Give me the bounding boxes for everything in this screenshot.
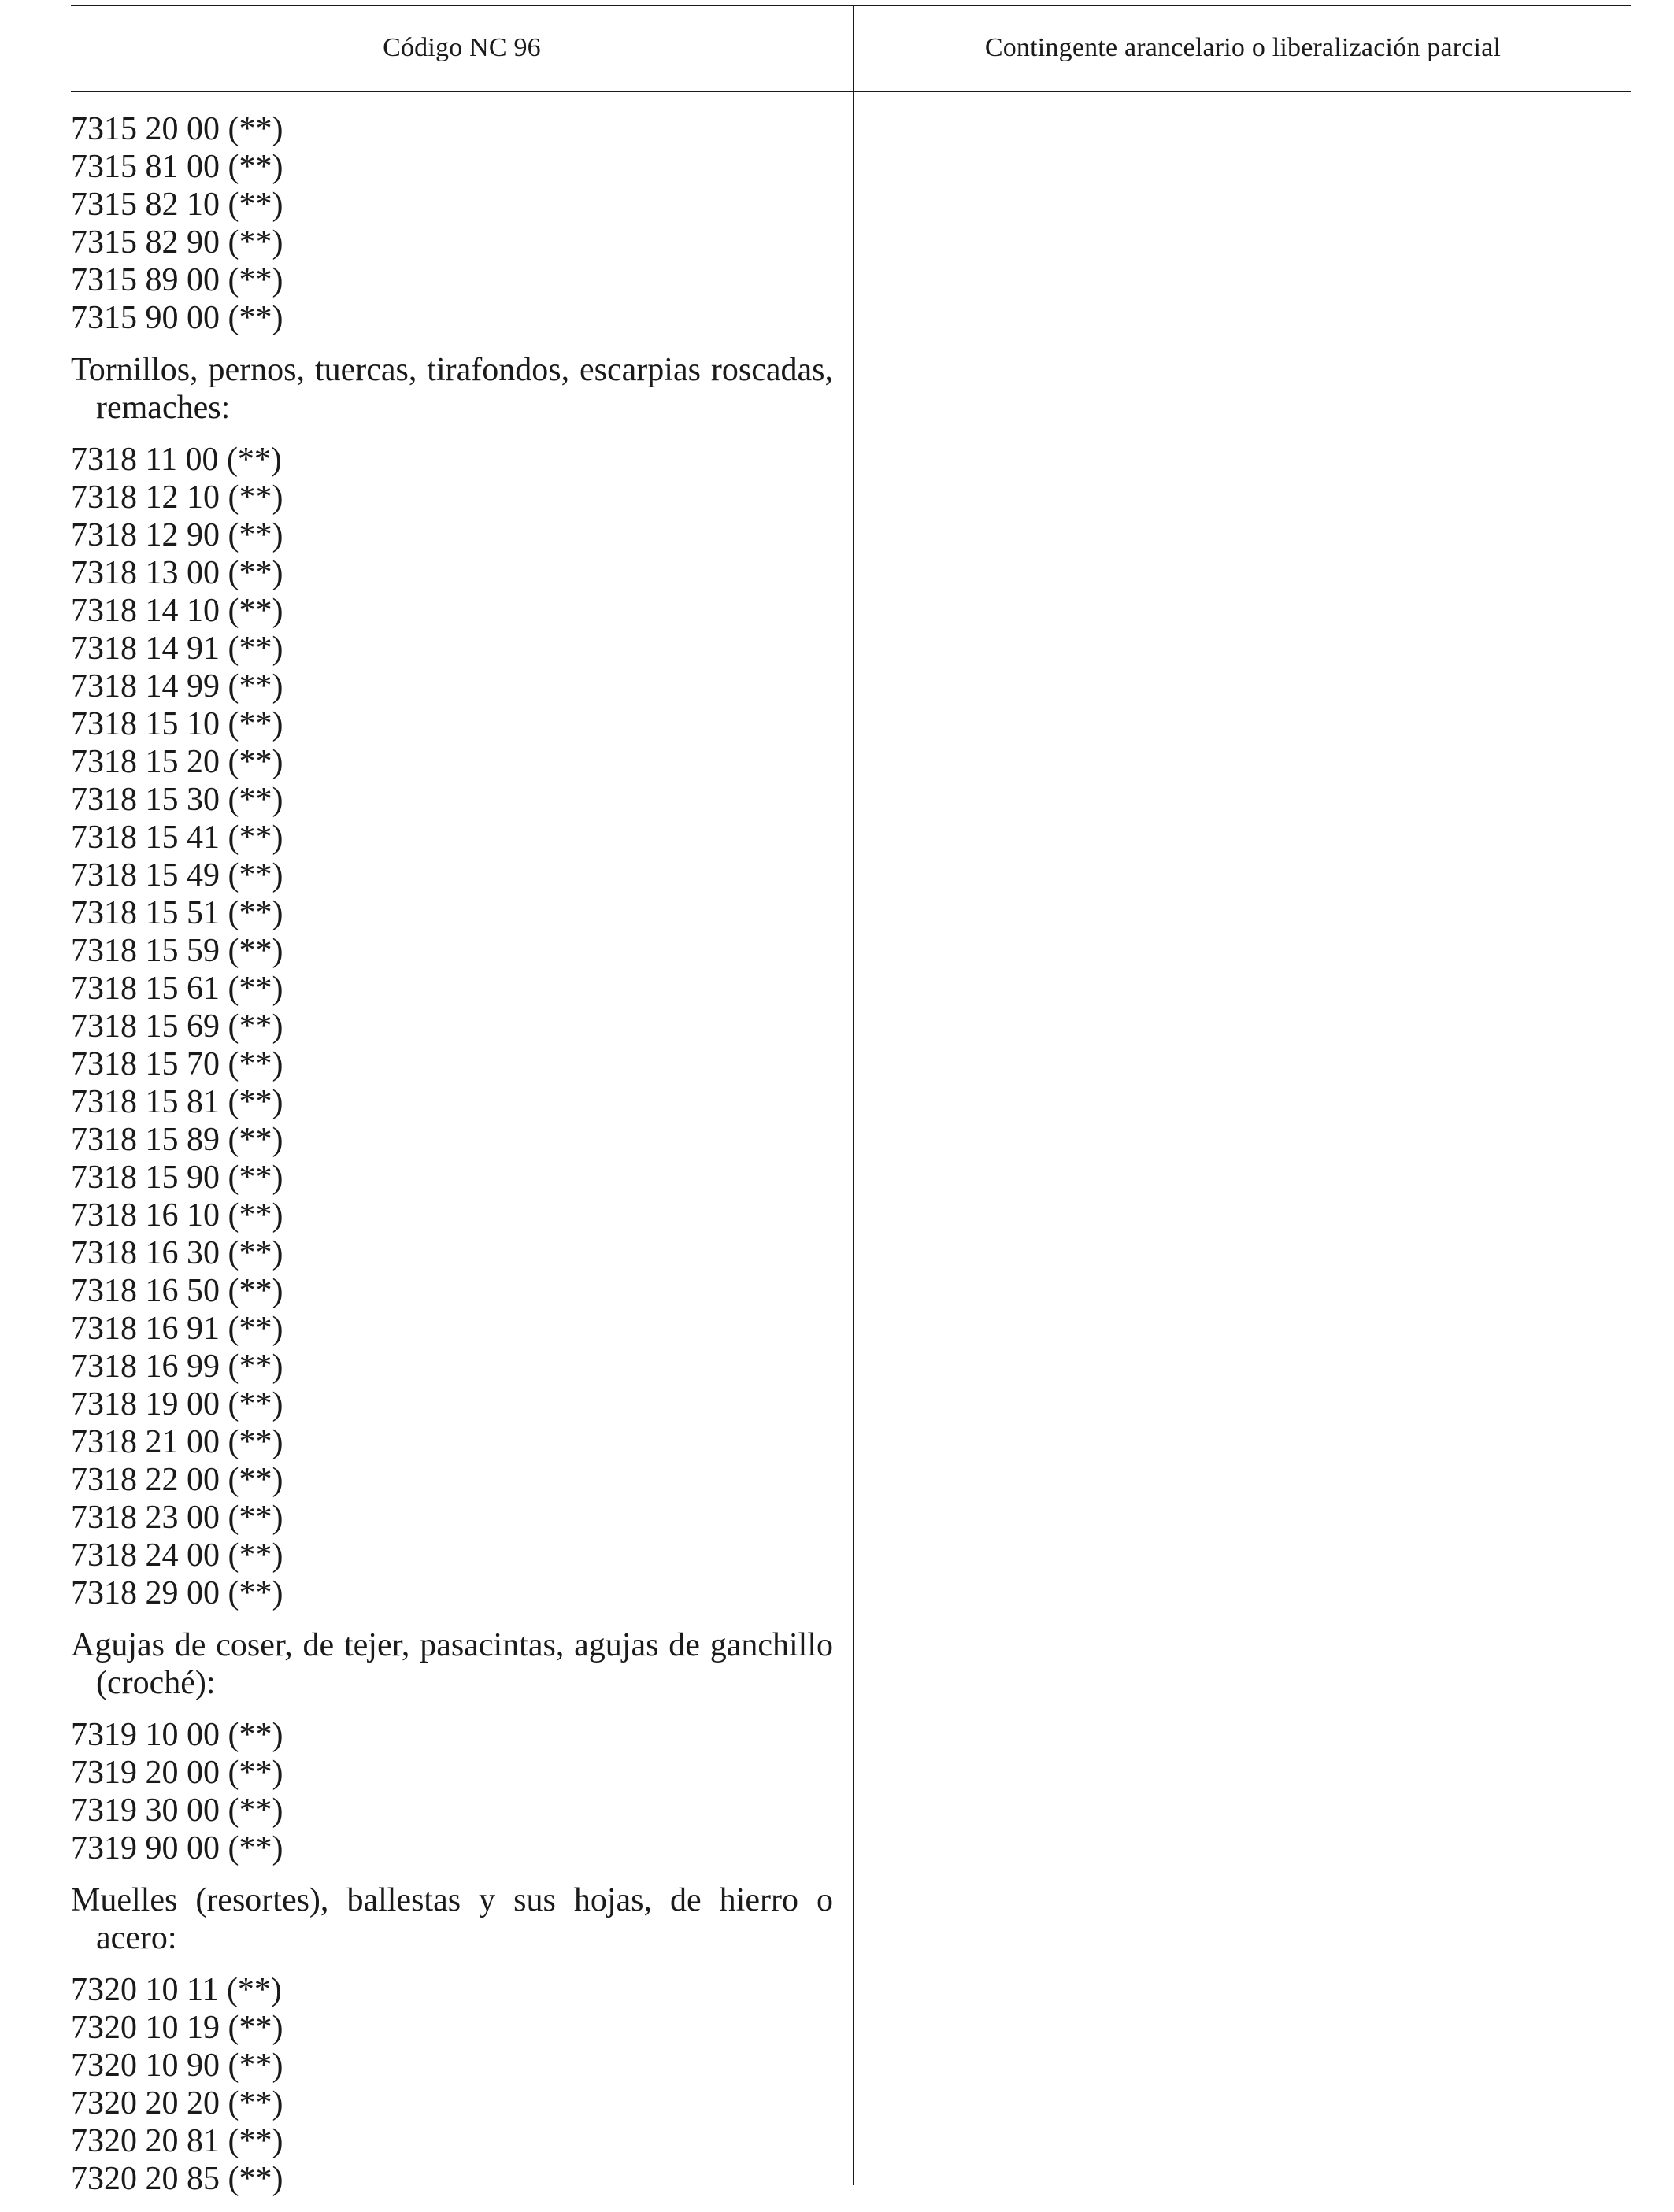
nc-code-row: 7318 29 00 (**) [71,1575,283,1611]
nc-code-row: 7318 15 20 (**) [71,744,283,780]
nc-code-row: 7318 15 89 (**) [71,1122,283,1158]
nc-code-row: 7318 15 51 (**) [71,895,283,931]
column-divider [853,5,854,2185]
nc-code-row: 7319 10 00 (**) [71,1717,283,1753]
nc-code-row: 7318 15 41 (**) [71,819,283,856]
nc-code-row: 7315 89 00 (**) [71,262,283,298]
nc-code-row: 7318 13 00 (**) [71,555,283,591]
nc-code-row: 7320 20 81 (**) [71,2123,283,2159]
nc-code-row: 7318 15 10 (**) [71,706,283,742]
nc-code-row: 7320 10 90 (**) [71,2047,283,2084]
nc-code-row: 7318 15 90 (**) [71,1160,283,1196]
nc-code-row: 7318 22 00 (**) [71,1462,283,1498]
nc-code-row: 7318 14 99 (**) [71,668,283,705]
nc-code-row: 7320 10 19 (**) [71,2010,283,2046]
section-heading: Muelles (resortes), ballestas y sus hojas, de hierro o acero: [71,1882,833,1956]
nc-code-row: 7318 16 10 (**) [71,1197,283,1234]
nc-code-row: 7318 12 90 (**) [71,517,283,553]
nc-code-row: 7318 15 81 (**) [71,1084,283,1120]
nc-code-row: 7318 15 69 (**) [71,1008,283,1045]
nc-code-row: 7318 21 00 (**) [71,1424,283,1460]
table-header-rule [71,91,1631,92]
header-code-column: Código NC 96 [383,32,541,62]
nc-code-row: 7318 14 91 (**) [71,631,283,667]
header-quota-column: Contingente arancelario o liberalización parcial [984,32,1502,62]
nc-code-row: 7319 20 00 (**) [71,1755,283,1791]
code-column [71,110,833,2212]
nc-code-row: 7315 20 00 (**) [71,111,283,147]
nc-code-row: 7320 20 85 (**) [71,2161,283,2197]
nc-code-row: 7315 82 90 (**) [71,224,283,261]
nc-code-row: 7318 12 10 (**) [71,479,283,516]
nc-code-row: 7318 15 59 (**) [71,933,283,969]
nc-code-row: 7318 15 49 (**) [71,857,283,893]
nc-code-row: 7320 20 20 (**) [71,2085,283,2121]
nc-code-row: 7318 16 50 (**) [71,1273,283,1309]
nc-code-row: 7318 11 00 (**) [71,442,282,478]
nc-code-row: 7319 30 00 (**) [71,1792,283,1829]
nc-code-row: 7318 14 10 (**) [71,593,283,629]
tariff-section [71,351,833,1612]
nc-code-row: 7318 23 00 (**) [71,1500,283,1536]
nc-code-row: 7318 16 99 (**) [71,1348,283,1385]
nc-code-row: 7320 10 11 (**) [71,1972,282,2008]
nc-code-row: 7318 15 70 (**) [71,1046,283,1082]
nc-code-row: 7318 16 30 (**) [71,1235,283,1271]
nc-code-row: 7318 16 91 (**) [71,1311,283,1347]
tariff-section [71,1626,833,1867]
nc-code-row: 7315 82 10 (**) [71,187,283,223]
nc-code-row: 7318 15 61 (**) [71,971,283,1007]
nc-code-row: 7318 19 00 (**) [71,1386,283,1422]
nc-code-row: 7319 90 00 (**) [71,1830,283,1866]
nc-code-row: 7315 81 00 (**) [71,149,283,185]
section-heading: Tornillos, pernos, tuercas, tirafondos, escarpias roscadas, remaches: [71,352,833,426]
nc-code-row: 7315 90 00 (**) [71,300,283,336]
section-heading: Agujas de coser, de tejer, pasacintas, agujas de ganchillo (croché): [71,1627,833,1701]
nc-code-row: 7318 24 00 (**) [71,1537,283,1574]
tariff-section [71,1881,833,2198]
tariff-section [71,110,833,337]
nc-code-row: 7318 15 30 (**) [71,782,283,818]
